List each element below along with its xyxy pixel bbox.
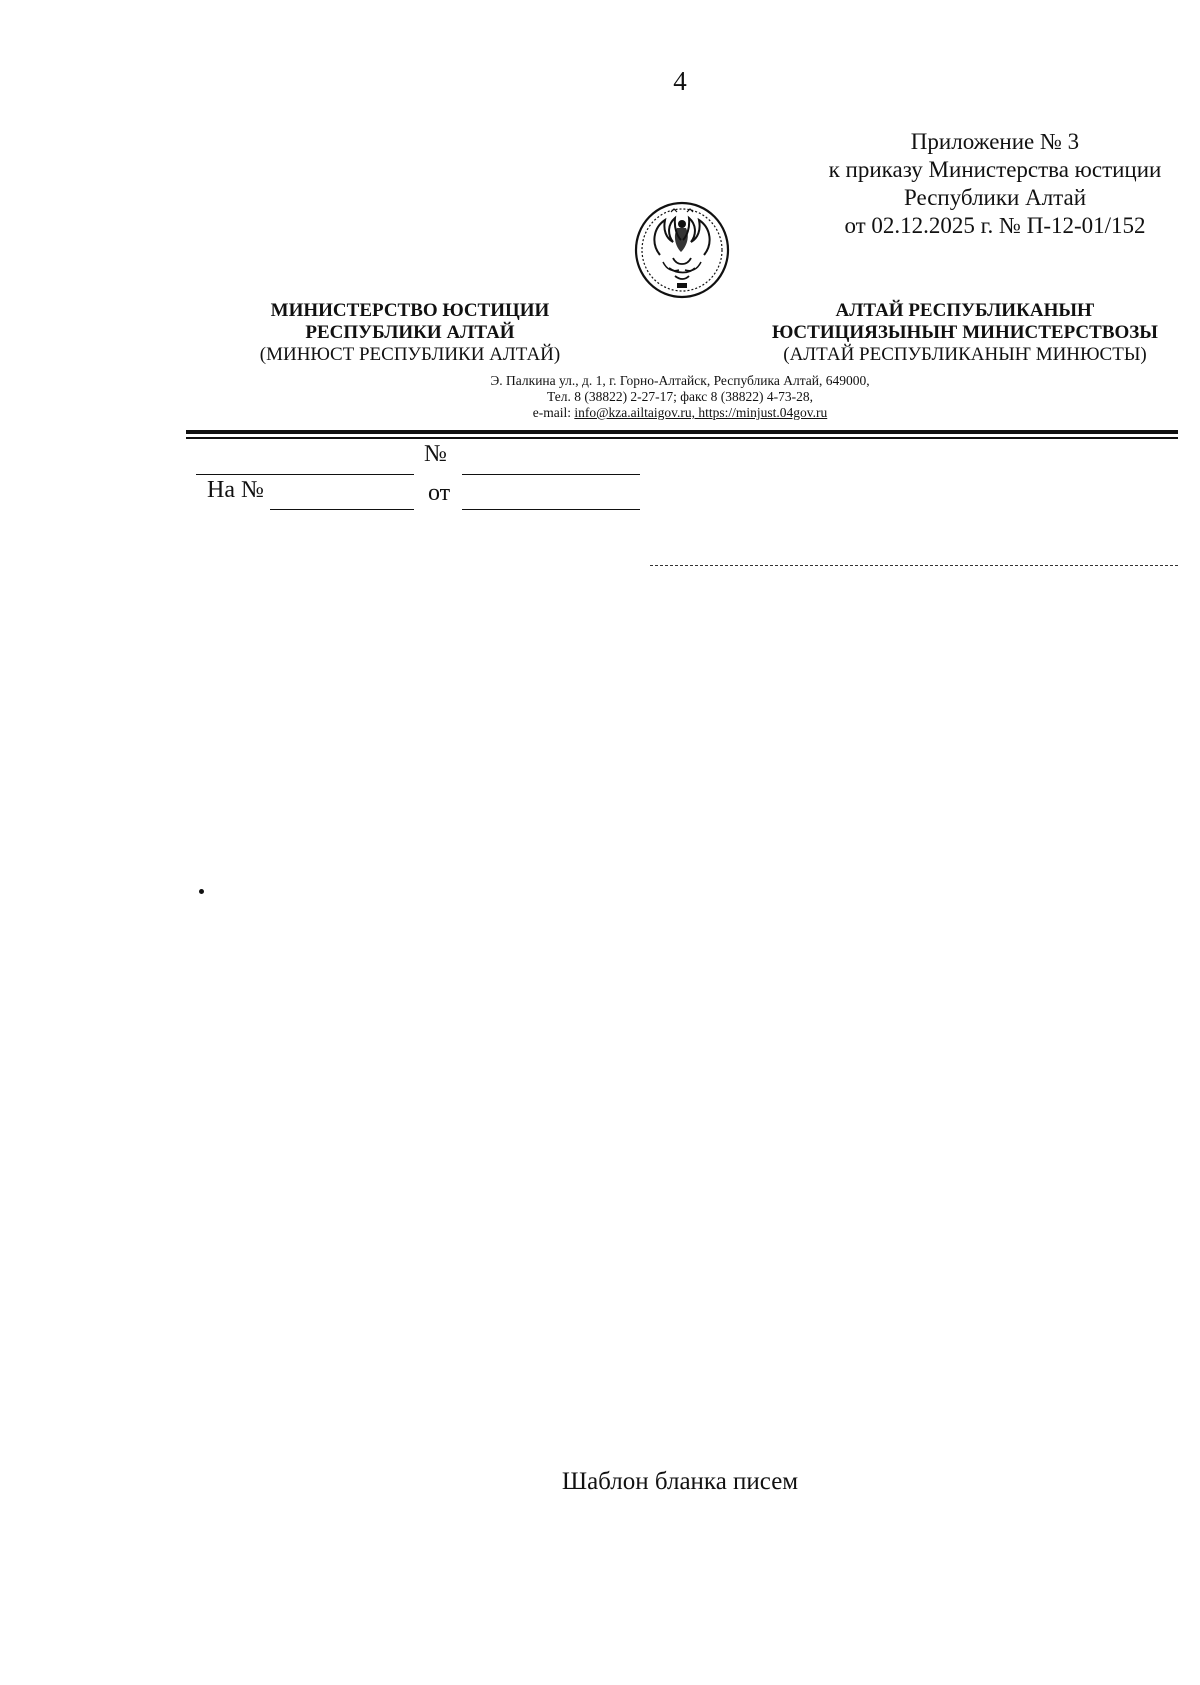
template-caption: Шаблон бланка писем xyxy=(561,1468,799,1495)
recipient-line[interactable] xyxy=(650,565,1178,566)
ministry-name-russian xyxy=(210,300,610,366)
header-divider-thin xyxy=(186,437,1178,439)
bullet-dot xyxy=(199,889,204,894)
org-short-name: (АЛТАЙ РЕСПУБЛИКАНЫҤ МИНЮСТЫ) xyxy=(783,344,1147,365)
org-name-line: ЮСТИЦИЯЗЫНЫҤ МИНИСТЕРСТВОЗЫ xyxy=(772,322,1158,343)
appendix-block xyxy=(760,128,1200,240)
org-short-name: (МИНЮСТ РЕСПУБЛИКИ АЛТАЙ) xyxy=(259,344,561,365)
outgoing-date-blank[interactable] xyxy=(196,474,414,475)
phones-line: Тел. 8 (38822) 2-27-17; факс 8 (38822) 4-73-28, xyxy=(546,389,813,404)
appendix-line: Приложение № 3 xyxy=(910,129,1080,154)
ministry-name-altai xyxy=(745,300,1185,366)
appendix-line: к приказу Министерства юстиции xyxy=(828,157,1162,182)
outgoing-number-blank[interactable] xyxy=(462,474,640,475)
in-reply-date-blank[interactable] xyxy=(462,509,640,510)
address-line: Э. Палкина ул., д. 1, г. Горно-Алтайск, Республика Алтай, 649000, xyxy=(490,373,870,388)
email-and-site-link[interactable]: info@kza.ailtaigov.ru, https://minjust.04gov.ru xyxy=(574,405,828,420)
page-number: 4 xyxy=(673,66,687,96)
in-reply-number-blank[interactable] xyxy=(270,509,414,510)
email-label: e-mail: xyxy=(532,405,571,420)
appendix-line: Республики Алтай xyxy=(903,185,1087,210)
number-sign: № xyxy=(424,441,447,467)
date-from-label: от xyxy=(428,480,451,506)
header-divider-thick xyxy=(186,430,1178,434)
org-name-line: АЛТАЙ РЕСПУБЛИКАНЫҤ xyxy=(835,300,1095,321)
contacts-block xyxy=(260,373,1100,421)
coat-of-arms-emblem-icon xyxy=(633,200,731,300)
appendix-line: от 02.12.2025 г. № П-12-01/152 xyxy=(844,213,1146,238)
org-name-line: МИНИСТЕРСТВО ЮСТИЦИИ xyxy=(270,300,550,321)
org-name-line: РЕСПУБЛИКИ АЛТАЙ xyxy=(305,322,515,343)
in-reply-label: На № xyxy=(207,477,264,503)
